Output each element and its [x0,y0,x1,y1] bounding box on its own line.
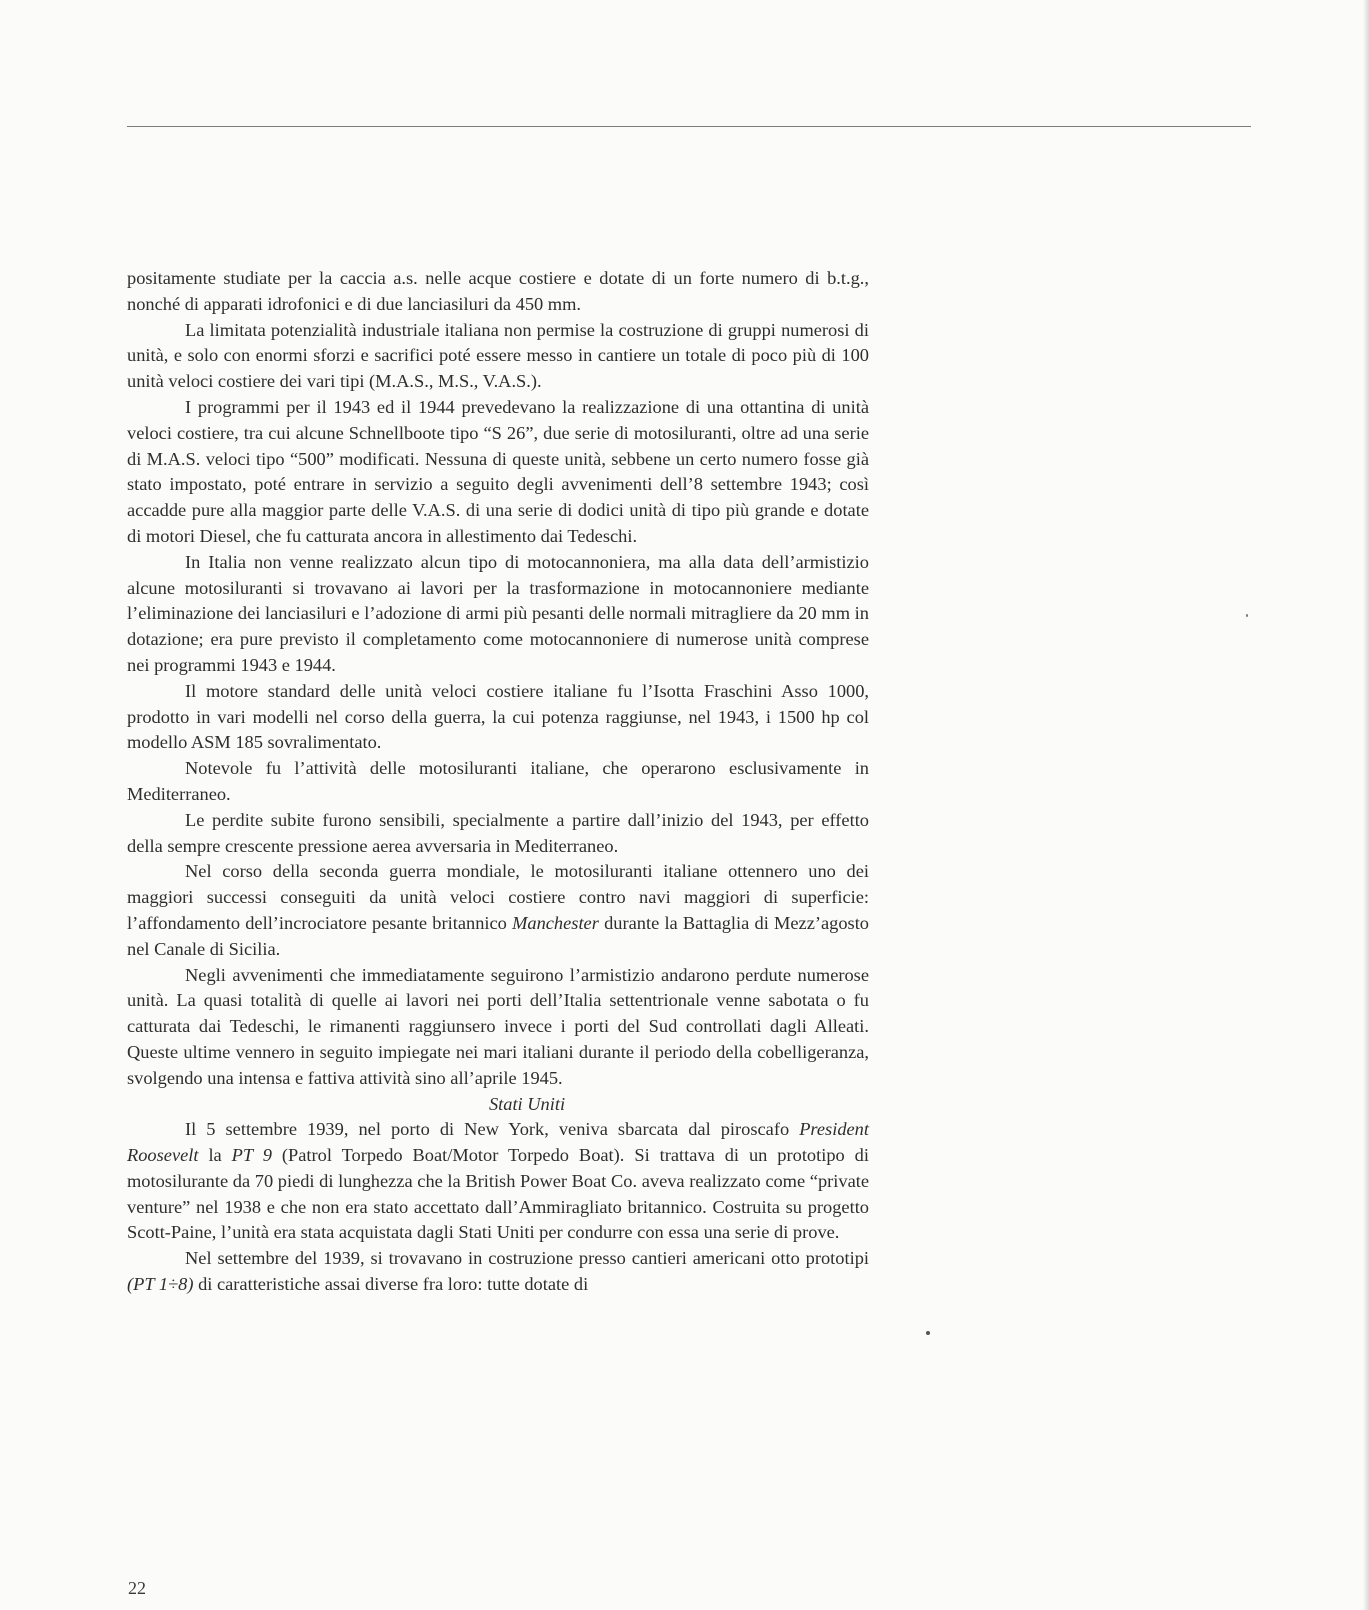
text-span: di caratteristiche assai diverse fra loro: tutte dotate di [193,1274,589,1295]
paragraph: Negli avvenimenti che immediatamente seguirono l’armistizio andarono perdute numerose unità. La quasi totalità di quelle ai lavori nei porti dell’Italia settentrionale venne sabotata o fu catturata dai Tedeschi, le rimanenti raggiunsero invece i porti del Sud controllati dagli Alleati. Queste ultime vennero in seguito impiegate nei mari italiani durante il periodo della cobelligeranza, svolgendo una intensa e fattiva attività sino all’aprile 1945. [127,964,869,1088]
paragraph: positamente studiate per la caccia a.s. nelle acque costiere e dotate di un forte numero di b.t.g., nonché di apparati idrofonici e di due lanciasiluri da 450 mm. [127,268,869,314]
section-title: Stati Uniti [488,1093,566,1114]
text-span: Il 5 settembre 1939, nel porto di New York, veniva sbarcata dal piroscafo [185,1119,800,1140]
paragraph: Il motore standard delle unità veloci costiere italiane fu l’Isotta Fraschini Asso 1000, prodotto in vari modelli nel corso della guerra, la cui potenza raggiunse, nel 1943, i 1500 hp col modello ASM 185 sovralimentato. [127,680,869,753]
paragraph: In Italia non venne realizzato alcun tipo di motocannoniera, ma alla data dell’armistizio alcune motosiluranti si trovavano ai lavori per la trasformazione in motocannoniere mediante l’eliminazione dei lanciasiluri e l’adozione di armi più pesanti delle normali mitragliere da 20 mm in dotazione; era pure previsto il completamento come motocannoniere di numerose unità comprese nei programmi 1943 e 1944. [127,551,869,675]
paragraph: Le perdite subite furono sensibili, specialmente a partire dall’inizio del 1943, per effetto della sempre crescente pressione aerea avversaria in Mediterraneo. [127,809,869,856]
text-span: Nel corso della seconda guerra mondiale, le motosiluranti italiane ottennero uno dei maggiori successi conseguiti da unità veloci costiere contro navi maggiori di superficie: l’affondamento dell’incrociatore pesante britannico [127,861,869,933]
body-text [127,266,869,1298]
paragraph: La limitata potenzialità industriale italiana non permise la costruzione di gruppi numerosi di unità, e solo con enormi sforzi e sacrifici poté essere messo in cantiere un totale di poco più di 100 unità veloci costiere dei vari tipi (M.A.S., M.S., V.A.S.). [127,319,869,392]
paragraph-us-1 [127,1117,869,1246]
paragraph: Notevole fu l’attività delle motosiluranti italiane, che operarono esclusivamente in Mediterraneo. [127,758,869,804]
header-rule [127,126,1251,127]
paragraph-us-2 [127,1246,869,1298]
text-span: Nel settembre del 1939, si trovavano in costruzione presso cantieri americani otto prototipi [185,1248,869,1269]
paragraph: I programmi per il 1943 ed il 1944 prevedevano la realizzazione di una ottantina di unità veloci costiere, tra cui alcune Schnellboote tipo “S 26”, due serie di motosiluranti, oltre ad una serie di M.A.S. veloci tipo “500” modificati. Nessuna di queste unità, sebbene un certo numero fosse già stato impostato, poté entrare in servizio a seguito degli avvenimenti dell’8 settembre 1943; così accadde pure alla maggior parte delle V.A.S. di una serie di dodici unità di tipo più grande e dotate di motori Diesel, che fu catturata ancora in allestimento dai Tedeschi. [127,396,869,546]
paragraph-manchester [127,859,869,962]
boat-name: PT 9 [231,1145,272,1166]
page-edge-shadow [1363,0,1369,1610]
text-span: la [198,1145,232,1166]
scan-speck [926,1331,930,1335]
text-span: (Patrol Torpedo Boat/Motor Torpedo Boat). Si trattava di un prototipo di motosilurante da 70 piedi di lunghezza che la British Power Boat Co. aveva realizzato come “private venture” nel 1938 e che non era stato accettato dall’Ammiragliato britannico. Costruita su progetto Scott-Paine, l’unità era stata acquistata dagli Stati Uniti per condurre con essa una serie di prove. [127,1145,869,1243]
text-span: durante la Battaglia di Mezz’agosto nel Canale di Sicilia. [127,912,869,959]
ship-name: President Roosevelt [127,1119,869,1166]
prototype-range: (PT 1÷8) [127,1274,194,1295]
ship-name: Manchester [512,912,599,933]
page-number: 22 [128,1578,146,1598]
scan-speck [1246,614,1248,617]
